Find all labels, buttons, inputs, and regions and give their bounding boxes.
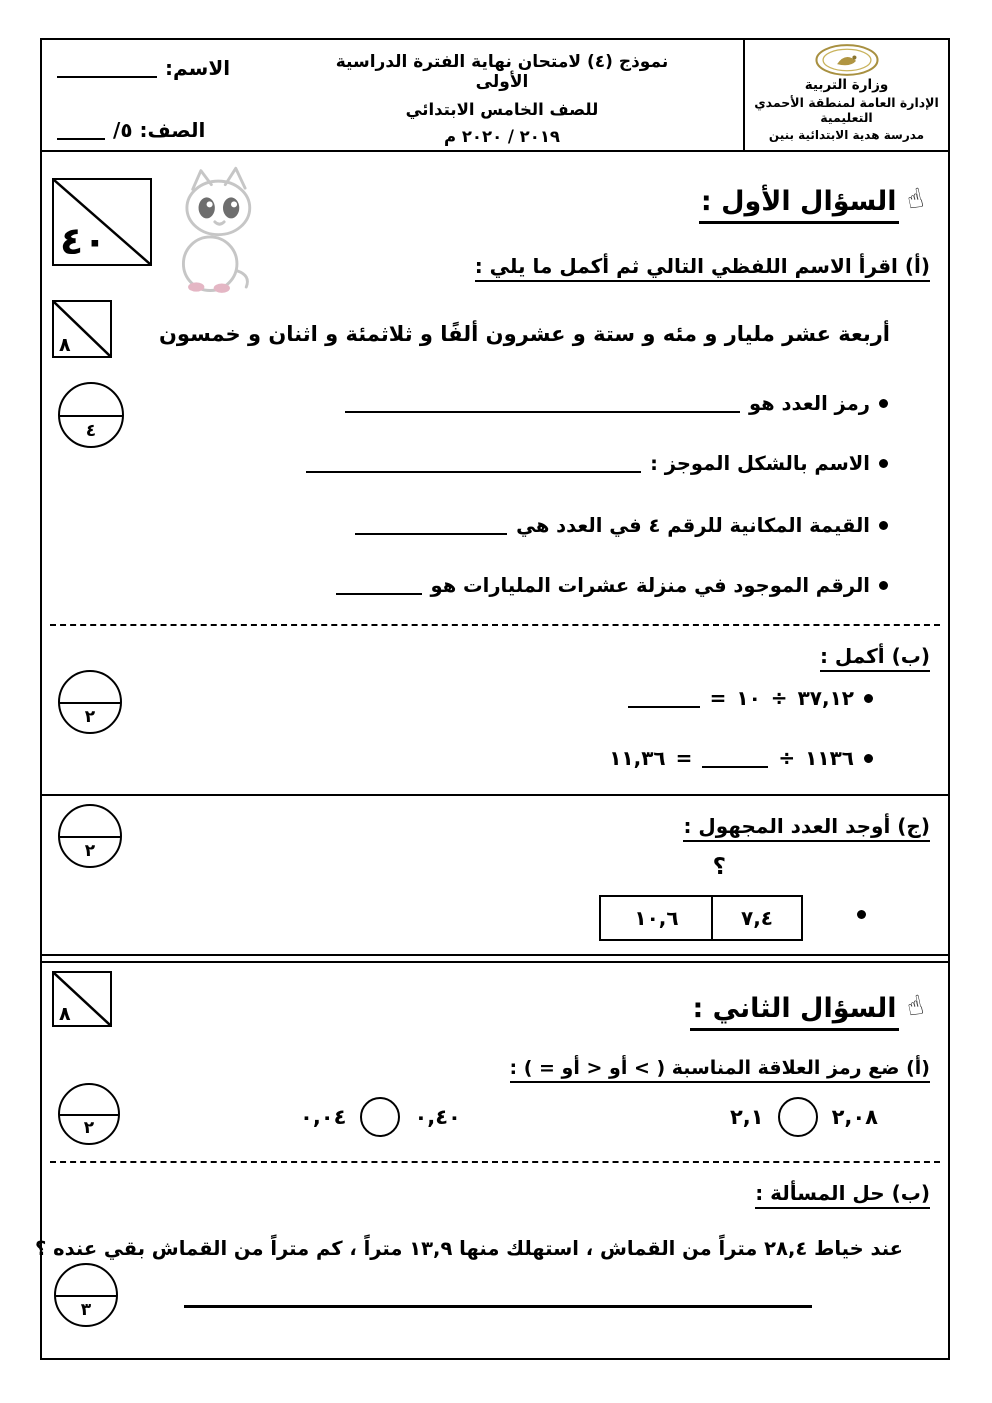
eq-result: ١١,٣٦ (609, 746, 666, 770)
name-label: الاسم: (165, 56, 231, 80)
q1a-score-value: ٤ (85, 421, 97, 441)
name-blank[interactable] (57, 62, 157, 78)
answer-blank[interactable] (336, 579, 422, 595)
number-cell-left: ١٠,٦ (602, 897, 713, 939)
bullet-text: الاسم بالشكل الموجز : (650, 452, 870, 475)
exam-title-line1: نموذج (٤) لامتحان نهاية الفترة الدراسية الأولى (335, 52, 669, 92)
q2-part-a-label: (أ) ضع رمز العلاقة المناسبة ( > أو < أو = ) : (510, 1057, 931, 1083)
cat-illustration (157, 166, 275, 294)
q1b-score-value: ٢ (84, 707, 96, 727)
compare-number: ٢,١ (729, 1105, 764, 1129)
bullet-text: رمز العدد هو (748, 392, 870, 415)
q1a-score-circle (58, 382, 124, 448)
header (42, 40, 948, 152)
answer-blank[interactable] (628, 692, 700, 708)
class-label: الصف: ٥/ (113, 118, 206, 142)
school-name: مدرسة هدية الابتدائية بنين (768, 128, 925, 142)
q2a-score-value: ٢ (83, 1118, 95, 1138)
total-score-box (52, 178, 152, 266)
exam-title-line3: ٢٠١٩ / ٢٠٢٠ م (444, 127, 560, 146)
unknown-question-mark: ؟ (712, 854, 726, 880)
q2b-score-circle (54, 1263, 118, 1327)
dashed-divider (50, 624, 940, 626)
q1-heading-row (699, 182, 927, 224)
division-sign: ÷ (778, 746, 796, 770)
question-1-section (42, 152, 948, 956)
bullet-icon (879, 521, 888, 530)
division-sign: ÷ (770, 686, 788, 710)
bullet-text: القيمة المكانية للرقم ٤ في العدد هي (516, 514, 870, 537)
ministry-logo (814, 43, 880, 77)
ministry-admin: الإدارة العامة لمنطقة الأحمدي التعليمية (754, 95, 939, 125)
bullet-icon (864, 694, 873, 703)
q1a-number-words: أربعة عشر مليار و مئه و ستة و عشرون ألفًا و ثلاثمئة و اثنان و خمسون (159, 322, 890, 346)
solid-divider (42, 794, 948, 796)
relation-answer-circle[interactable] (778, 1097, 818, 1137)
unknown-number-table (599, 895, 803, 941)
q1b-score-circle (58, 670, 122, 734)
q1-part-c-label: (ج) أوجد العدد المجهول : (683, 814, 930, 842)
comparison-pair-2 (300, 1097, 461, 1137)
q1b-equation-1 (628, 686, 873, 710)
answer-blank[interactable] (345, 397, 740, 413)
dashed-divider (50, 1161, 940, 1163)
ministry-block (743, 40, 948, 150)
q2-part-b-label: (ب) حل المسألة : (755, 1181, 930, 1209)
compare-number: ٠,٠٤ (300, 1105, 347, 1129)
answer-line[interactable] (184, 1305, 812, 1308)
compare-number: ٢,٠٨ (831, 1105, 878, 1129)
relation-answer-circle[interactable] (360, 1097, 400, 1137)
hand-icon: ☝ (903, 989, 927, 1024)
question-2-section (34, 961, 948, 1357)
class-row (57, 118, 205, 142)
q1a-bullet-4 (336, 574, 888, 597)
q1c-score-circle (58, 804, 122, 868)
q2-score-value: ٨ (59, 1003, 71, 1025)
total-score-value: ٤٠ (60, 219, 107, 263)
compare-number: ٠,٤٠ (414, 1105, 461, 1129)
answer-blank[interactable] (306, 457, 641, 473)
q1-part-b-label: (ب) أكمل : (820, 644, 930, 672)
q1-score-value: ٨ (59, 334, 71, 356)
ministry-name: وزارة التربية (804, 77, 889, 93)
exam-title-line2: للصف الخامس الابتدائي (405, 100, 599, 119)
equals-sign: = (675, 746, 693, 770)
answer-blank[interactable] (355, 519, 507, 535)
q1b-equation-2 (609, 746, 873, 770)
q1-score-box (52, 300, 112, 358)
answer-blank[interactable] (702, 752, 768, 768)
q1a-bullet-2 (306, 452, 888, 475)
bullet-icon (879, 459, 888, 468)
exam-title-block (332, 52, 672, 146)
q1-part-a-label: (أ) اقرأ الاسم اللفظي التالي ثم أكمل ما يلي : (475, 254, 930, 282)
bullet-icon (857, 910, 866, 919)
hand-icon: ☝ (903, 182, 927, 217)
q1-heading: السؤال الأول : (699, 186, 899, 224)
equals-sign: = (709, 686, 727, 710)
q1a-bullet-3 (355, 514, 888, 537)
eq-operand: ٣٧,١٢ (797, 686, 854, 710)
bullet-icon (879, 581, 888, 590)
comparison-pair-1 (730, 1097, 878, 1137)
bullet-icon (864, 754, 873, 763)
q1a-bullet-1 (345, 392, 888, 415)
q2-score-box (52, 971, 112, 1027)
word-problem-text: عند خياط ٢٨,٤ متراً من القماش ، استهلك منها ١٣,٩ متراً ، كم متراً من القماش بقي عنده ؟ (34, 1237, 903, 1260)
eq-operand: ١١٣٦ (805, 746, 854, 770)
number-cell-right: ٧,٤ (741, 906, 774, 930)
eq-operand: ١٠ (736, 686, 761, 710)
student-name-row (57, 56, 230, 80)
q1c-score-value: ٢ (84, 841, 96, 861)
q2-heading: السؤال الثاني : (690, 993, 898, 1031)
exam-page-frame (34, 38, 950, 1360)
q2b-score-value: ٣ (80, 1300, 92, 1320)
bullet-icon (879, 399, 888, 408)
bullet-text: الرقم الموجود في منزلة عشرات المليارات هو (430, 574, 870, 597)
q2-heading-row (690, 989, 927, 1031)
q2a-score-circle (58, 1083, 120, 1145)
class-blank[interactable] (57, 124, 105, 140)
